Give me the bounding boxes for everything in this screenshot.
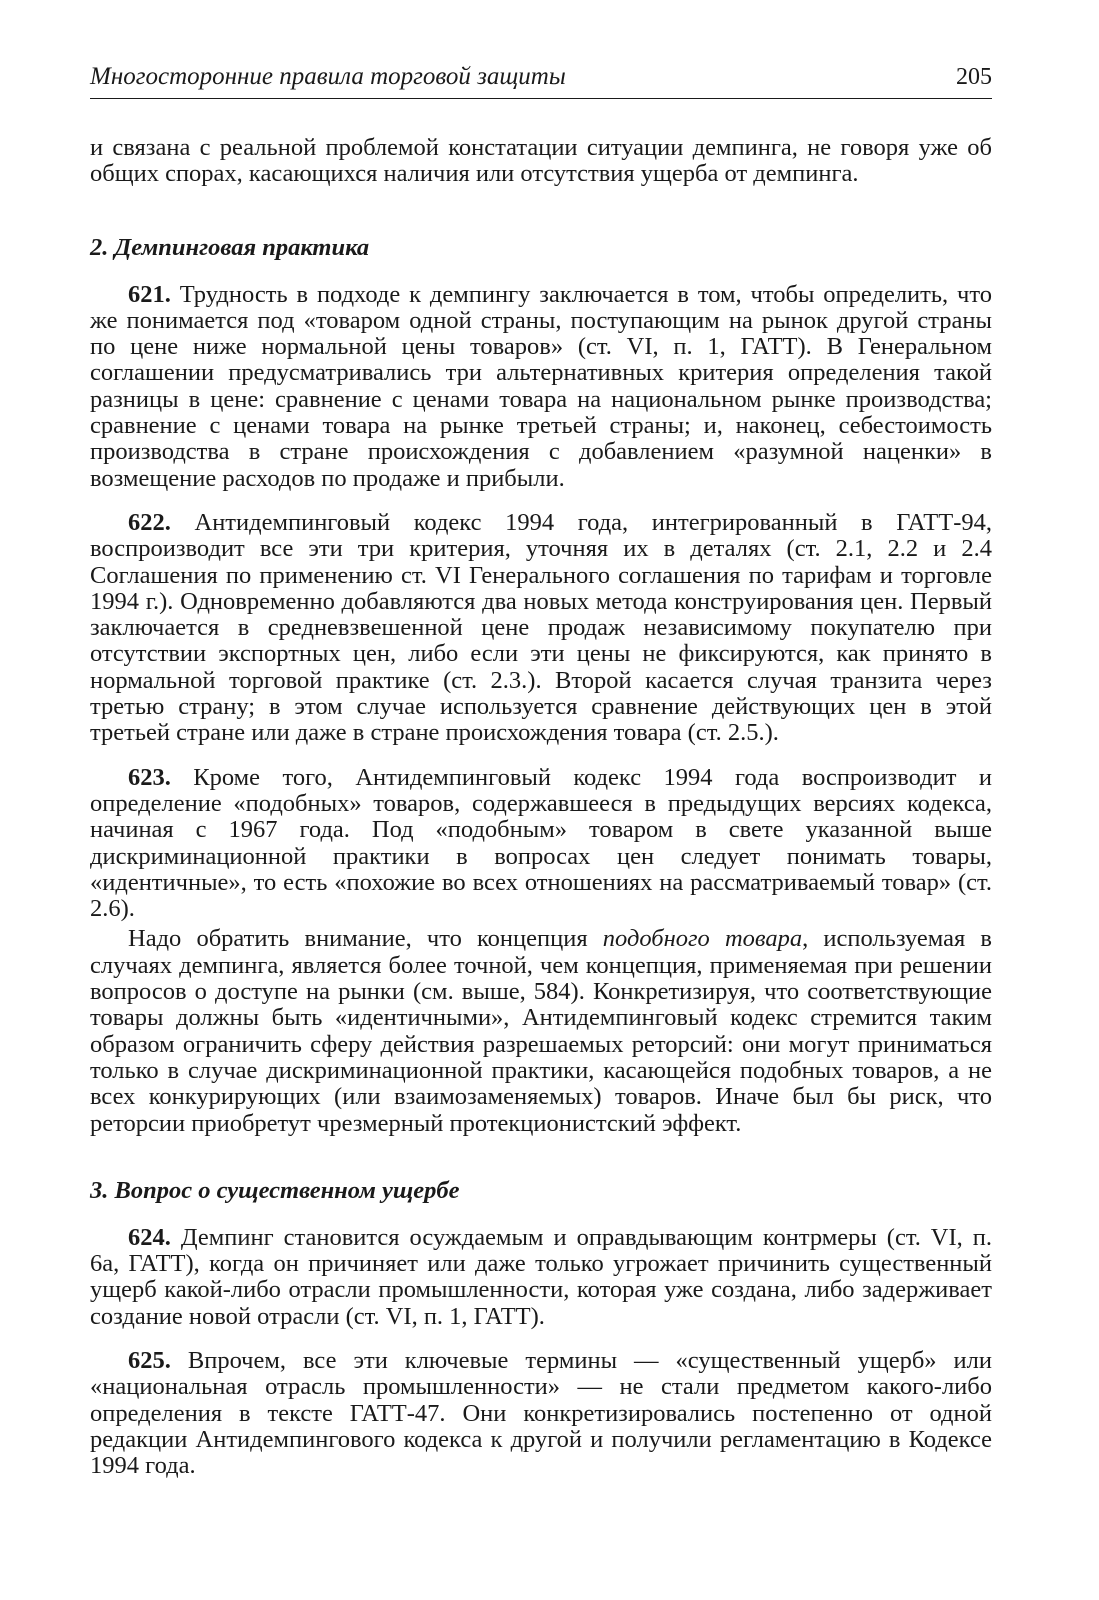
paragraph-624: [90, 1225, 992, 1330]
emphasis-term: подобного товара: [602, 925, 803, 953]
section-heading-material-injury: 3. Вопрос о существенном ущербе: [90, 1176, 460, 1204]
paragraph-number: 622.: [128, 508, 171, 536]
paragraph-text: Антидемпинговый кодекс 1994 года, интегрированный в ГАТТ-94, воспроизводит все эти три критерия, уточняя их в деталях (ст. 2.1, 2.2 и 2.4 Соглашения по применению ст. VI Генерального соглашения по тарифам и торговле 1994 г.). Одновременно добавляются два новых метода конструирования цен. Первый заключается в средневзвешенной цене продаж независимому покупателю при отсутствии экспортных цен, либо если эти цены не фиксируются, как принято в нормальной торговой практике (ст. 2.3.). Второй касается случая транзита через третью страну; в этом случае используется сравнение действующих цен в этой третьей стране или даже в стране происхождения товара (ст. 2.5.).: [90, 508, 992, 747]
paragraph-text: Демпинг становится осуждаемым и оправдывающим контрмеры (ст. VI, п. 6а, ГАТТ), когда он причиняет или даже только угрожает причинить существенный ущерб какой-либо отрасли промышленности, которая уже создана, либо задерживает создание новой отрасли (ст. VI, п. 1, ГАТТ).: [90, 1223, 992, 1330]
running-title: Многосторонние правила торговой защиты: [90, 63, 566, 90]
section-heading-dumping-practice: 2. Демпинговая практика: [90, 233, 370, 261]
paragraph-text: Кроме того, Антидемпинговый кодекс 1994 года воспроизводит и определение «подобных» товаров, содержавшееся в предыдущих версиях кодекса, начиная с 1967 года. Под «подобным» товаром в свете указанной выше дискриминационной практики в вопросах цен следует понимать товары, «идентичные», то есть «похожие во всех отношениях на рассматриваемый товар» (ст. 2.6).: [90, 763, 992, 923]
paragraph-number: 625.: [128, 1346, 171, 1374]
paragraph-number: 623.: [128, 763, 171, 791]
paragraph-number: 621.: [128, 280, 171, 308]
paragraph-622: [90, 510, 992, 747]
page-number: 205: [956, 64, 992, 90]
paragraph-623-continued: [90, 926, 992, 1136]
paragraph-text: Надо обратить внимание, что концепция: [128, 925, 603, 953]
paragraph-625: [90, 1348, 992, 1479]
running-header: [90, 62, 992, 99]
paragraph-623: [90, 765, 992, 923]
paragraph-text: Впрочем, все эти ключевые термины — «существенный ущерб» или «национальная отрасль промышленности» — не стали предметом какого-либо определения в тексте ГАТТ-47. Они конкретизировались постепенно от одной редакции Антидемпингового кодекса к другой и получили регламентацию в Кодексе 1994 года.: [90, 1346, 992, 1480]
paragraph-text: Трудность в подходе к демпингу заключается в том, чтобы определить, что же понимается под «товаром одной страны, поступающим на рынок другой страны по цене ниже нормальной цены товаров» (ст. VI, п. 1, ГАТТ). В Генеральном соглашении предусматривались три альтернативных критерия определения такой разницы в цене: сравнение с ценами товара на национальном рынке производства; сравнение с ценами товара на рынке третьей страны; и, наконец, себестоимость производства в стране происхождения с добавлением «разумной наценки» в возмещение расходов по продаже и прибыли.: [90, 280, 992, 492]
paragraph-621: [90, 282, 992, 492]
document-page: [90, 62, 992, 1479]
paragraph-text: , используемая в случаях демпинга, является более точной, чем концепция, применяемая при решении вопросов о доступе на рынки (см. выше, 584). Конкретизируя, что соответствующие товары должны быть «идентичными», Антидемпинговый кодекс стремится таким образом ограничить сферу действия разрешаемых реторсий: они могут приниматься только в случае дискриминационной практики, касающейся подобных товаров, а не всех конкурирующих (или взаимозаменяемых) товаров. Иначе был бы риск, что реторсии приобретут чрезмерный протекционистский эффект.: [90, 925, 992, 1137]
paragraph-number: 624.: [128, 1223, 171, 1251]
paragraph-intro: и связана с реальной проблемой констатации ситуации демпинга, не говоря уже об общих спорах, касающихся наличия или отсутствия ущерба от демпинга.: [90, 134, 992, 188]
